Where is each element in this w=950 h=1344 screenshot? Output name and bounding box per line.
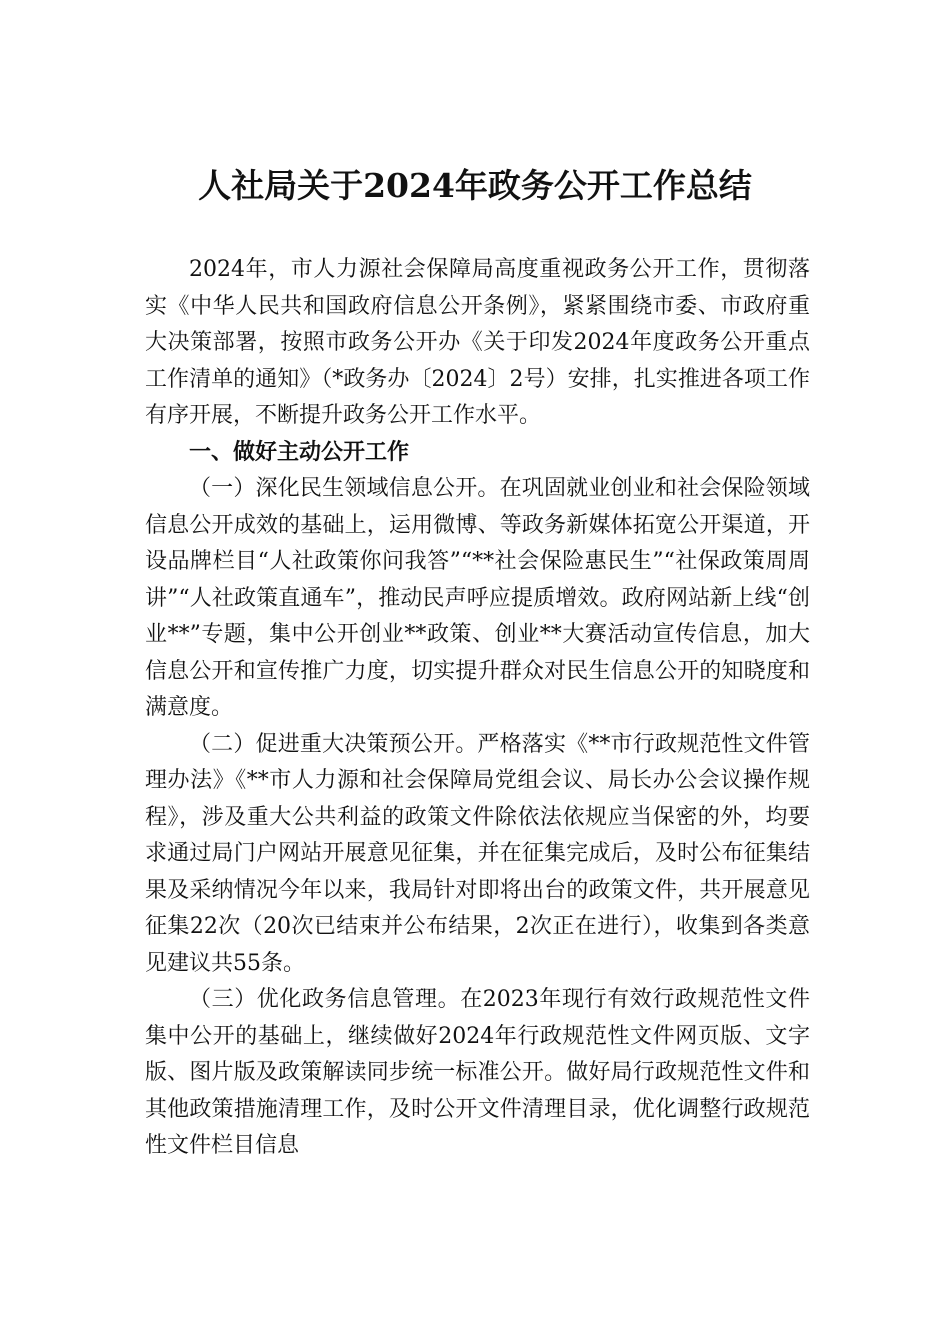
subsection-paragraph-1: （一）深化民生领域信息公开。在巩固就业创业和社会保险领域信息公开成效的基础上，运用微博、等政务新媒体拓宽公开渠道，开设品牌栏目“人社政策你问我答”“**社会保险惠民生”“社保政策周周讲”“人社政策直通车”，推动民声呼应提质增效。政府网站新上线“创业**”专题，集中公开创业**政策、创业**大赛活动宣传信息，加大信息公开和宣传推广力度，切实提升群众对民生信息公开的知晓度和满意度。 (145, 476, 810, 720)
document-title: 人社局关于2024年政务公开工作总结 (198, 166, 752, 205)
section-heading: 一、做好主动公开工作 (189, 439, 410, 465)
intro-paragraph: 2024年，市人力源社会保障局高度重视政务公开工作，贯彻落实《中华人民共和国政府信息公开条例》，紧紧围绕市委、市政府重大决策部署，按照市政务公开办《关于印发2024年度政务公开重点工作清单的通知》（*政务办〔2024〕2号）安排，扎实推进各项工作有序开展，不断提升政务公开工作水平。 (145, 257, 810, 428)
document-body (145, 252, 810, 1165)
subsection-paragraph-3: （三）优化政务信息管理。在2023年现行有效行政规范性文件集中公开的基础上，继续做好2024年行政规范性文件网页版、文字版、图片版及政策解读同步统一标准公开。做好局行政规范性文件和其他政策措施清理工作，及时公开文件清理目录，优化调整行政规范性文件栏目信息 (145, 987, 810, 1158)
subsection-paragraph-2: （二）促进重大决策预公开。严格落实《**市行政规范性文件管理办法》《**市人力源和社会保障局党组会议、局长办公会议操作规程》，涉及重大公共利益的政策文件除依法依规应当保密的外，均要求通过局门户网站开展意见征集，并在征集完成后，及时公布征集结果及采纳情况今年以来，我局针对即将出台的政策文件，共开展意见征集22次（20次已结束并公布结果，2次正在进行），收集到各类意见建议共55条。 (145, 731, 810, 976)
